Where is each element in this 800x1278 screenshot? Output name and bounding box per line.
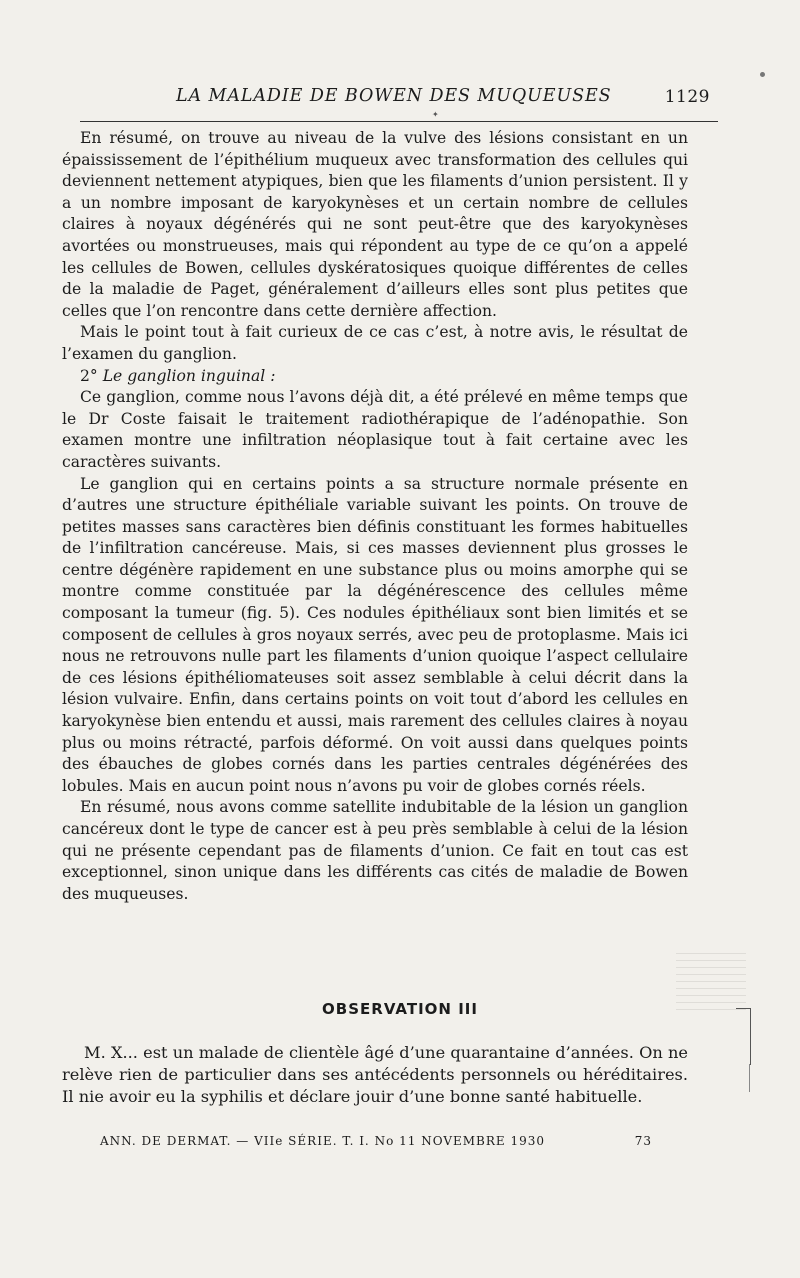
signature-number: 73 bbox=[634, 1134, 652, 1148]
subheading-text: Le ganglion inguinal : bbox=[102, 366, 276, 385]
section-title: OBSERVATION III bbox=[322, 1000, 478, 1018]
paragraph-observation: M. X... est un malade de clientèle âgé d’une quarantaine d’années. On ne relève rien de particulier dans ses antécédents personnels ou héréditaires. Il nie avoir eu la syphilis et déclare jouir d’une bonne santé habituelle. bbox=[62, 1043, 688, 1106]
margin-dot bbox=[760, 72, 765, 77]
journal-reference: ANN. DE DERMAT. — VIIe SÉRIE. T. I. No 11 NOVEMBRE 1930 bbox=[100, 1134, 545, 1148]
running-head bbox=[78, 86, 718, 119]
fleuron-ornament-icon: ✦ bbox=[432, 110, 439, 119]
page-footer bbox=[100, 1134, 660, 1148]
running-title: LA MALADIE DE BOWEN DES MUQUEUSES bbox=[176, 86, 612, 106]
body-text bbox=[62, 128, 688, 905]
observation-text bbox=[62, 1042, 688, 1108]
paragraph-ganglion-intro: Mais le point tout à fait curieux de ce cas c’est, à notre avis, le résultat de l’examen du ganglion. bbox=[62, 323, 688, 363]
header-rule bbox=[80, 121, 718, 122]
paragraph-summary: En résumé, on trouve au niveau de la vulve des lésions consistant en un épaississement de l’épithélium muqueux avec transformation des cellules qui deviennent nettement atypiques, bien que les filaments d’union persistent. Il y a un nombre imposant de karyokynèses et un certain nombre de cellules claires à noyaux dégénérés qui ne sont peut-être que des karyokynèses avortées ou monstrueuses, mais qui répondent au type de ce qu’on a appelé les cellules de Bowen, cellules dyskératosiques quoique différentes de celles de la maladie de Paget, généralement d’ailleurs elles sont plus petites que celles que l’on rencontre dans cette dernière affection. bbox=[62, 129, 688, 320]
page-number: 1129 bbox=[664, 87, 710, 107]
subheading bbox=[62, 366, 688, 388]
paragraph-conclusion: En résumé, nous avons comme satellite indubitable de la lésion un ganglion cancéreux dont le type de cancer est à peu près semblable à celui de la lésion qui ne présente cependant pas de filaments d’union. Ce fait en tout cas est exceptionnel, sinon unique dans les différents cas cités de maladie de Bowen des muqueuses. bbox=[62, 798, 688, 903]
paragraph-ganglion-exam: Ce ganglion, comme nous l’avons déjà dit, a été prélevé en même temps que le Dr Coste faisait le traitement radiothérapique de l’adénopathie. Son examen montre une infiltration néoplasique tout à fait certaine avec les caractères suivants. bbox=[62, 388, 688, 471]
paragraph-ganglion-structure: Le ganglion qui en certains points a sa structure normale présente en d’autres une structure épithéliale variable suivant les points. On trouve de petites masses sans caractères bien définis constituant les formes habituelles de l’infiltration cancéreuse. Mais, si ces masses deviennent plus grosses le centre dégénère rapidement en une substance plus ou moins amorphe qui se montre comme constituée par la dégénérescence des cellules même composant la tumeur (fig. 5). Ces nodules épithéliaux sont bien limités et se composent de cellules à gros noyaux serrés, avec peu de protoplasme. Mais ici nous ne retrouvons nulle part les filaments d’union quoique l’aspect cellulaire de ces lésions épithéliomateuses soit assez semblable à celui décrit dans la lésion vulvaire. Enfin, dans certains points on voit tout d’abord les cellules en karyokynèse bien entendu et aussi, mais rarement des cellules claires à noyau plus ou moins rétracté, parfois déformé. On voit aussi dans quelques points des ébauches de globes cornés dans les parties centrales dégénérées des lobules. Mais en aucun point nous n’avons pu voir de globes cornés réels. bbox=[62, 474, 688, 795]
page-edge-line bbox=[749, 1064, 750, 1092]
subheading-number: 2° bbox=[80, 366, 98, 385]
